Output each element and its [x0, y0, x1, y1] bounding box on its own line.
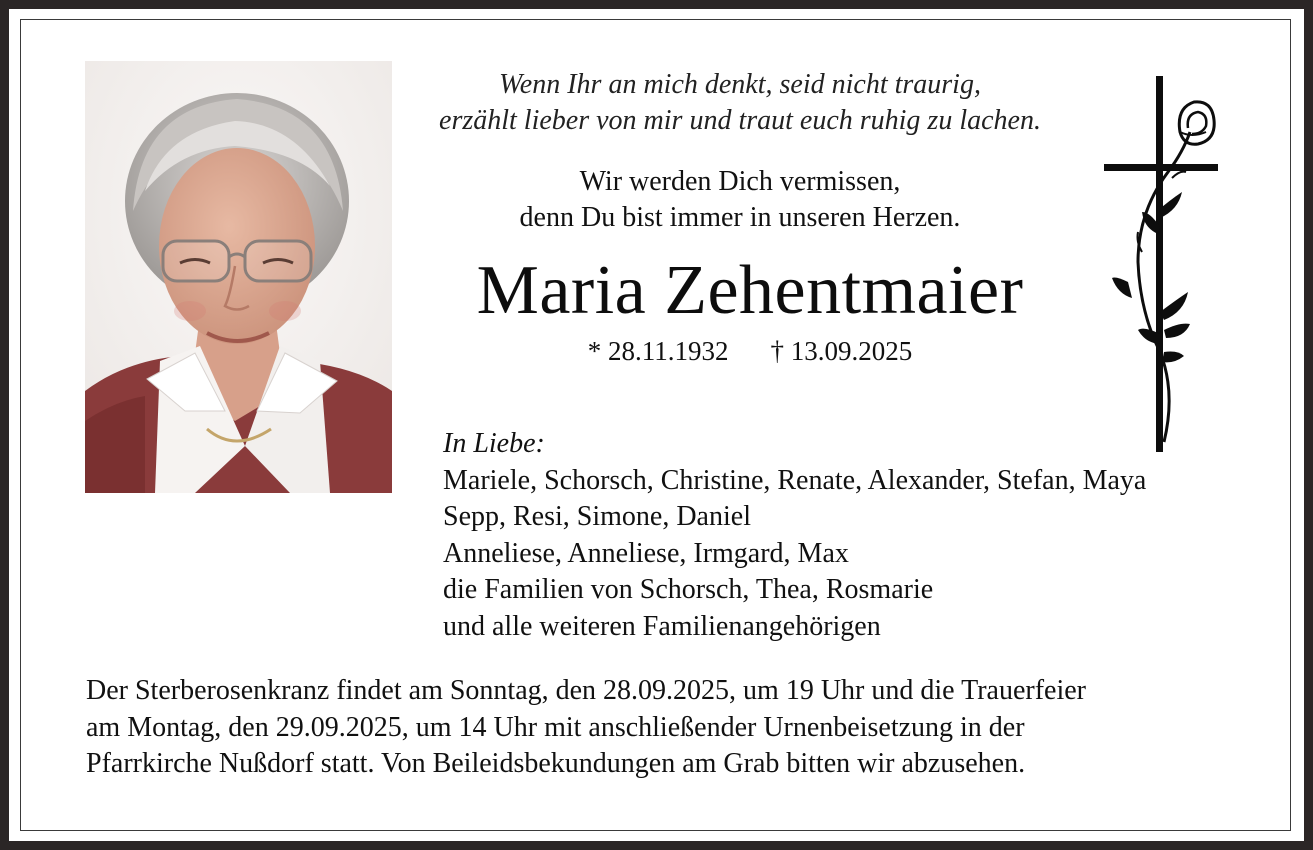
mourners-line: Mariele, Schorsch, Christine, Renate, Alexander, Stefan, Maya	[443, 464, 1147, 496]
notice-line: am Montag, den 29.09.2025, um 14 Uhr mit anschließender Urnenbeisetzung in der	[86, 711, 1025, 743]
quote-line-1: Wenn Ihr an mich denkt, seid nicht traurig,	[499, 69, 981, 100]
portrait-photo	[85, 61, 392, 493]
mourners-line: und alle weiteren Familienangehörigen	[443, 610, 881, 642]
birth-date: * 28.11.1932	[587, 336, 729, 366]
cross-with-rose-icon	[1098, 72, 1224, 456]
mourners-label: In Liebe:	[443, 428, 545, 459]
death-date: † 13.09.2025	[770, 336, 913, 366]
quote-line-2: erzählt lieber von mir und traut euch ruhig zu lachen.	[439, 105, 1041, 136]
service-notice	[86, 673, 1266, 783]
deceased-name: Maria Zehentmaier	[476, 252, 1024, 329]
notice-line: Der Sterberosenkranz findet am Sonntag, den 28.09.2025, um 19 Uhr und die Trauerfeier	[86, 675, 1086, 706]
mourners-line: Anneliese, Anneliese, Irmgard, Max	[443, 537, 849, 569]
remembrance-line-1: Wir werden Dich vermissen,	[579, 166, 901, 197]
remembrance-line-2: denn Du bist immer in unseren Herzen.	[519, 202, 961, 233]
life-dates	[420, 334, 1080, 368]
notice-line: Pfarrkirche Nußdorf statt. Von Beileidsbekundungen am Grab bitten wir abzusehen.	[86, 748, 1026, 779]
mourners-list	[443, 426, 1283, 645]
mourners-line: Sepp, Resi, Simone, Daniel	[443, 501, 751, 532]
mourners-line: die Familien von Schorsch, Thea, Rosmarie	[443, 574, 934, 605]
